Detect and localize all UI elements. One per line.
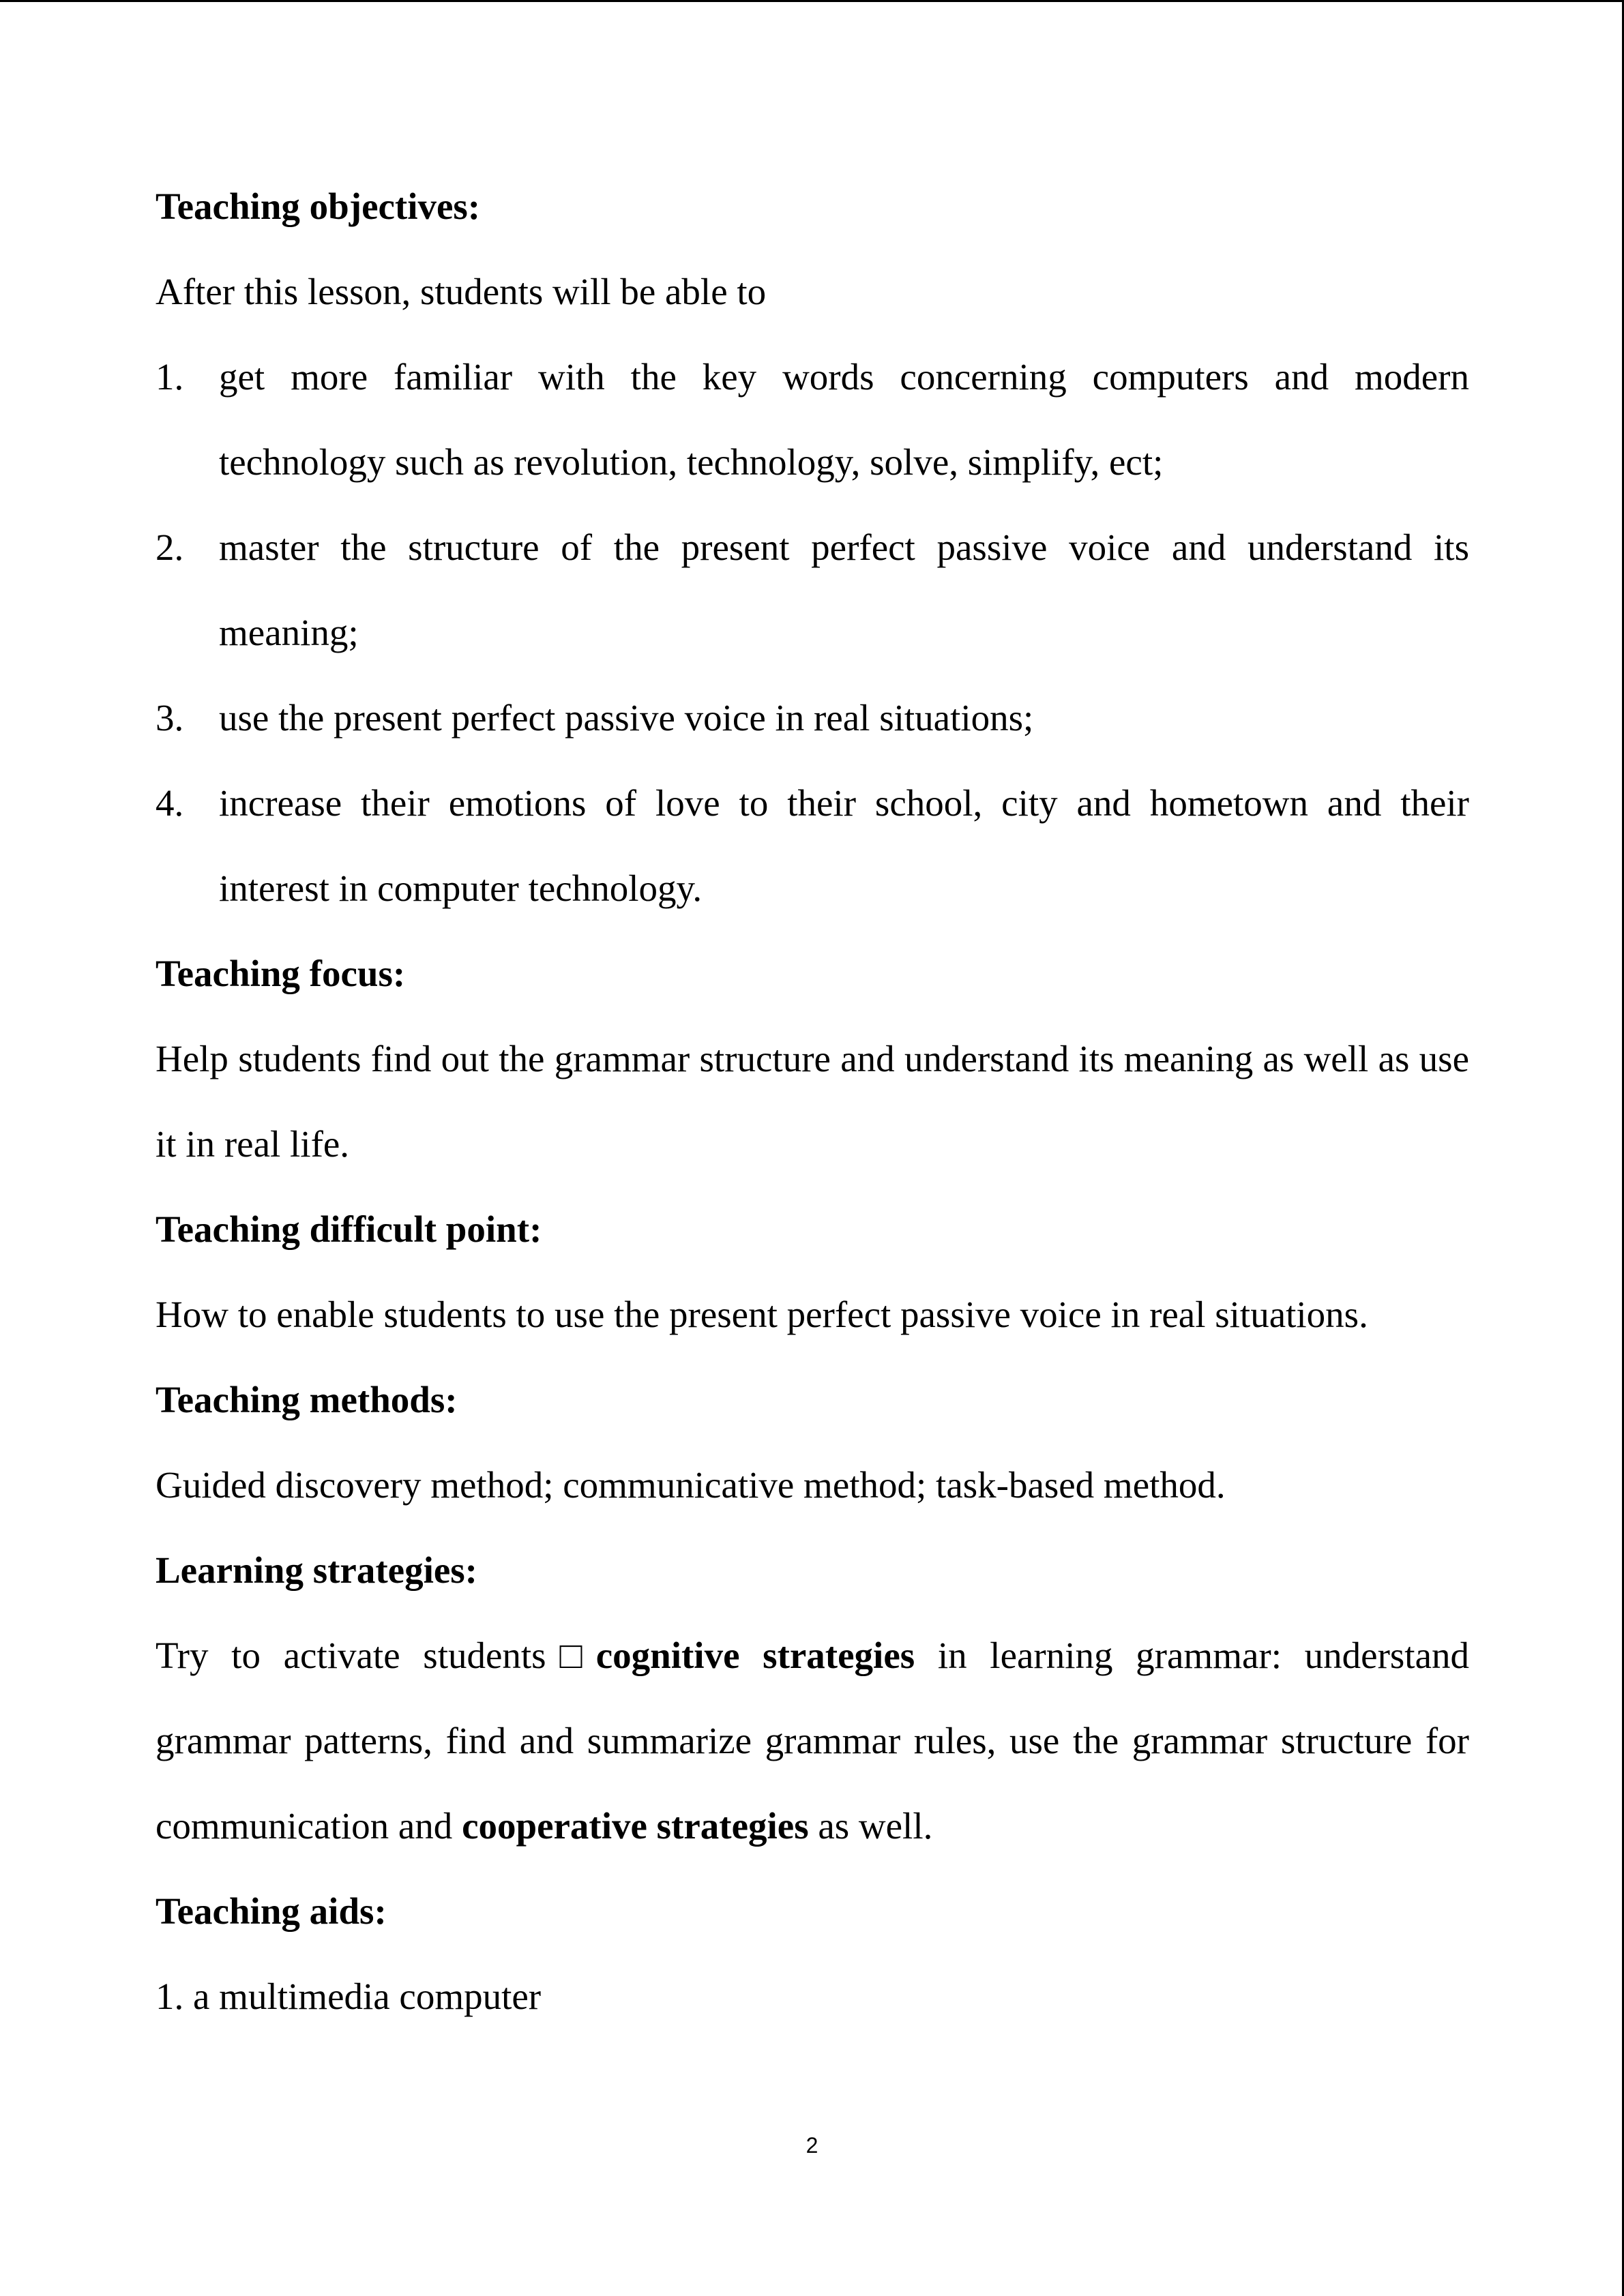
missing-glyph: □: [546, 1635, 596, 1676]
aids-heading: Teaching aids:: [156, 1890, 387, 1932]
methods-heading: Teaching methods:: [156, 1379, 458, 1420]
strategies-text: [156, 1613, 1469, 1868]
page-border-top: [0, 0, 1624, 2]
document-body: [156, 164, 1469, 2039]
objective-number: 2.: [156, 526, 184, 568]
strategies-part2: in learning grammar: understand grammar patterns, find and summarize grammar rules, use the grammar structure for communication and: [156, 1635, 1469, 1847]
objective-text: increase their emotions of love to their school, city and hometown and their interest in computer technology.: [219, 782, 1469, 909]
objectives-intro: After this lesson, students will be able to: [156, 271, 767, 312]
objective-item-4: [156, 760, 1469, 931]
objective-text: get more familiar with the key words concerning computers and modern technology such as revolution, technology, solve, simplify, ect;: [219, 356, 1469, 483]
strategies-part1: Try to activate students: [156, 1635, 546, 1676]
aids-item-1: 1. a multimedia computer: [156, 1976, 542, 2017]
objective-number: 3.: [156, 697, 184, 739]
difficult-point-heading: Teaching difficult point:: [156, 1208, 542, 1250]
strategies-part3: as well.: [808, 1805, 933, 1847]
page-number: 2: [806, 2133, 818, 2158]
strategies-heading: Learning strategies:: [156, 1549, 477, 1591]
objective-text: master the structure of the present perfect passive voice and understand its meaning;: [219, 526, 1469, 653]
strategies-bold-cooperative: cooperative strategies: [462, 1805, 809, 1847]
objective-item-2: [156, 505, 1469, 675]
objective-number: 4.: [156, 782, 184, 824]
objective-text: use the present perfect passive voice in real situations;: [219, 697, 1034, 739]
objective-number: 1.: [156, 356, 184, 398]
focus-text: Help students find out the grammar structure and understand its meaning as well as use it in real life.: [156, 1038, 1469, 1165]
objective-item-1: [156, 334, 1469, 505]
objective-item-3: [156, 675, 1469, 760]
difficult-point-text: How to enable students to use the present perfect passive voice in real situations.: [156, 1294, 1368, 1335]
focus-heading: Teaching focus:: [156, 953, 406, 994]
methods-text: Guided discovery method; communicative method; task-based method.: [156, 1464, 1226, 1506]
objectives-heading: Teaching objectives:: [156, 185, 481, 227]
strategies-bold-cognitive: cognitive strategies: [595, 1635, 915, 1676]
